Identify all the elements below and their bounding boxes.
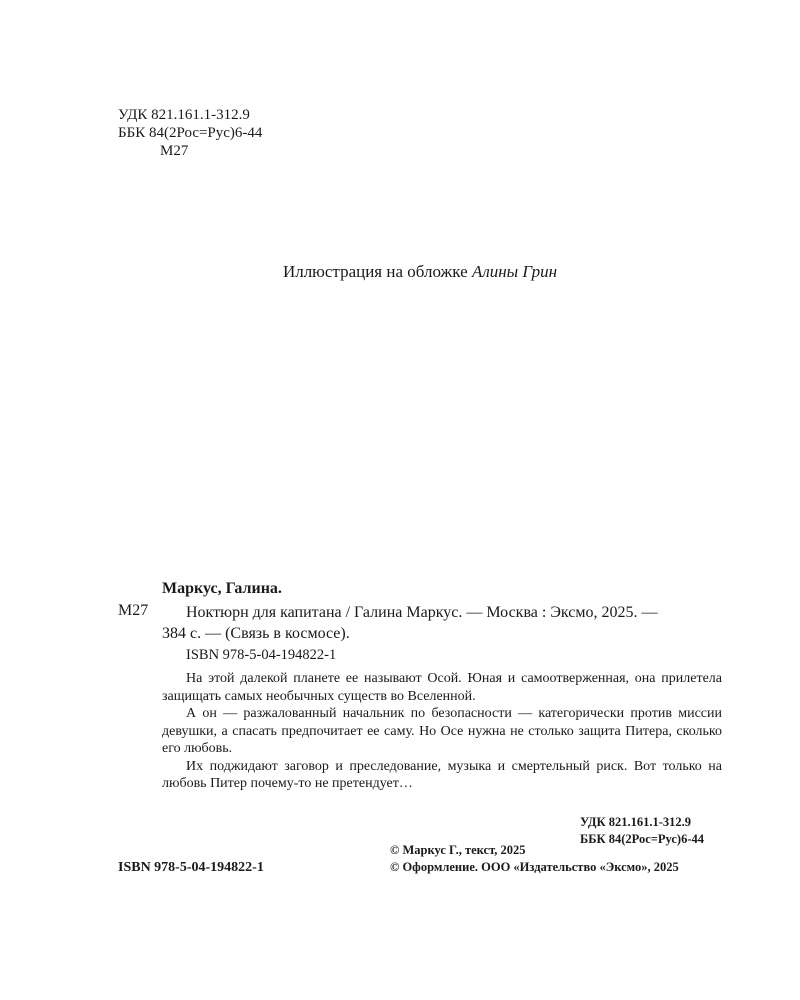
record-isbn: ISBN 978-5-04-194822-1: [186, 647, 337, 663]
right-bbk-code: ББК 84(2Рос=Рус)6-44: [580, 832, 704, 846]
copyright-block: [390, 842, 679, 876]
record-author: Маркус, Галина.: [162, 580, 282, 597]
annotation-paragraph-1: На этой далекой планете ее называют Осой. Юная и самоотверженная, она прилетела защищать самых необычных существ во Вселенной.: [162, 671, 722, 704]
annotation-paragraph-2: А он — разжалованный начальник по безопасности — категорически против миссии девушки, а спасать предпочитает ее саму. Но Осе нужна не столько защита Питера, сколько его любовь.: [162, 706, 722, 756]
illustration-credit: [0, 262, 800, 282]
bottom-isbn: ISBN 978-5-04-194822-1: [118, 860, 264, 875]
right-udk-code: УДК 821.161.1-312.9: [580, 815, 691, 829]
record-author-mark: М27: [118, 602, 149, 619]
annotation-paragraph-3: Их поджидают заговор и преследование, музыка и смертельный риск. Вот только на любовь Питер почему-то не претендует…: [162, 758, 722, 791]
illustration-prefix: Иллюстрация на обложке: [282, 262, 472, 281]
udk-code: УДК 821.161.1-312.9: [118, 107, 250, 123]
copyright-design: © Оформление. ООО «Издательство «Эксмо», 2025: [390, 860, 679, 874]
bib-line-2: 384 с. — (Связь в космосе).: [162, 625, 350, 642]
classification-codes: [118, 106, 262, 160]
bbk-code: ББК 84(2Рос=Рус)6-44: [118, 125, 263, 141]
bibliographic-description: [162, 602, 722, 644]
author-mark: М27: [160, 143, 189, 159]
copyright-text: © Маркус Г., текст, 2025: [390, 843, 526, 857]
annotation: [162, 670, 722, 793]
bib-line-1: Ноктюрн для капитана / Галина Маркус. — Москва : Эксмо, 2025. —: [186, 604, 658, 621]
illustration-artist: Алины Грин: [471, 262, 558, 281]
